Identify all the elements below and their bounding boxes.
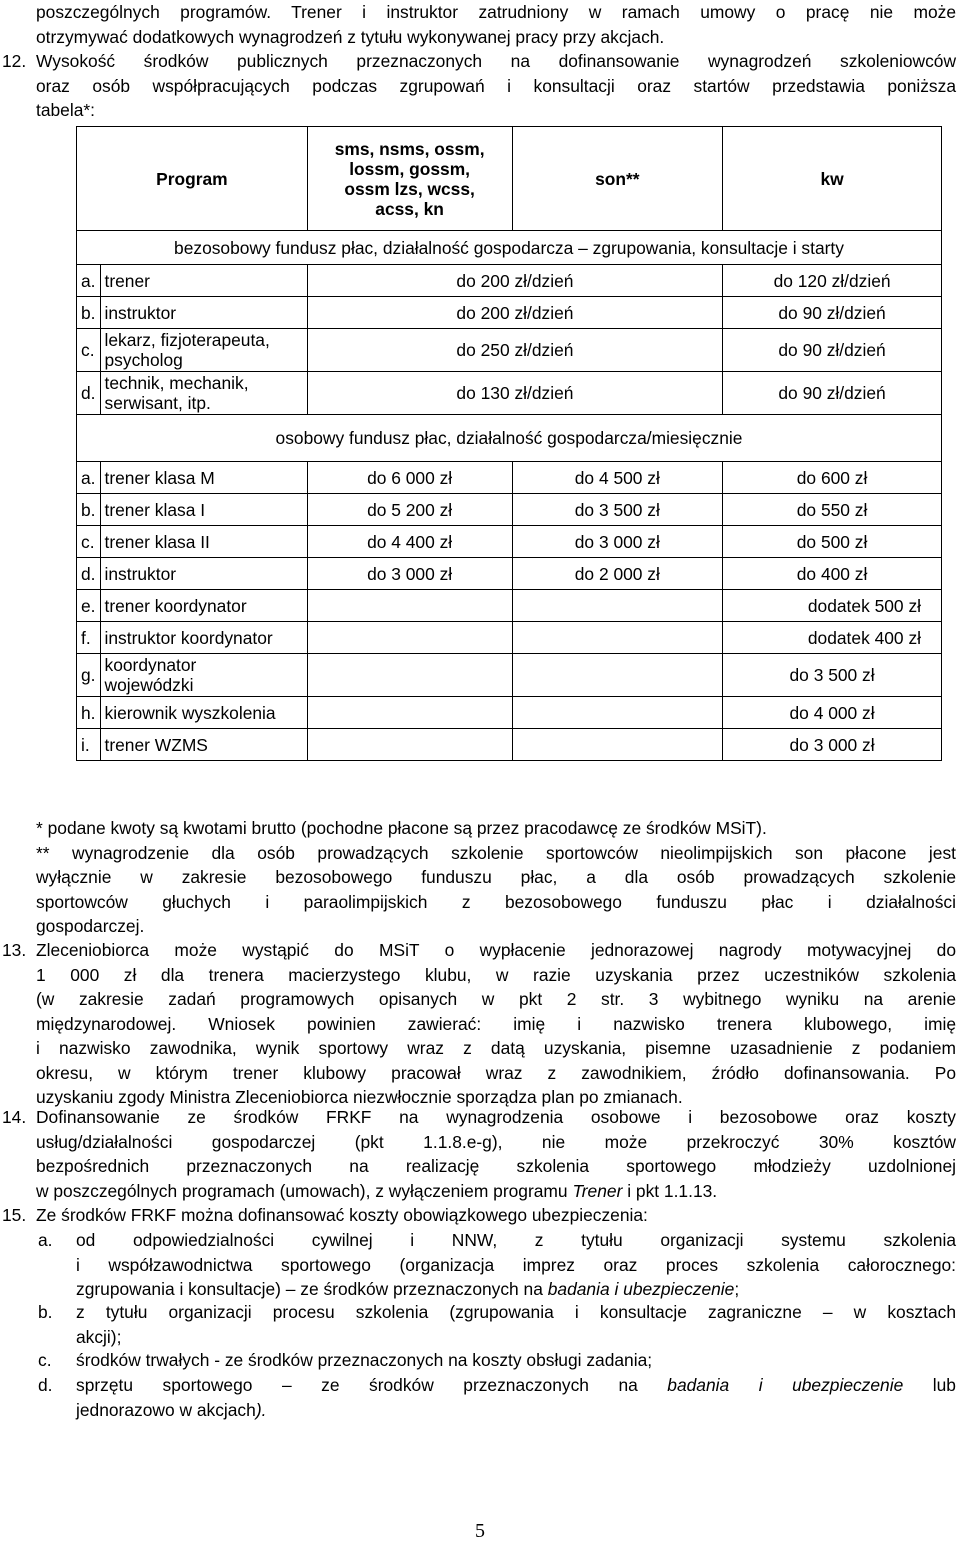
text-line: z tytułu organizacji procesu szkolenia (zgrupowania i konsultacje zagraniczne – w kosztach bbox=[76, 1302, 956, 1322]
text-segment: ). bbox=[255, 1399, 267, 1420]
text-line bbox=[76, 1373, 956, 1398]
row-role-line: koordynator bbox=[104, 655, 197, 675]
table-row bbox=[77, 590, 942, 622]
row-value: do 3 000 zł bbox=[512, 526, 723, 558]
text-line: usług/działalności gospodarczej (pkt 1.1.8.e-g), nie może przekroczyć 30% kosztów bbox=[36, 1131, 956, 1152]
note-line: gospodarczej. bbox=[36, 916, 145, 936]
row-role: trener WZMS bbox=[100, 729, 307, 761]
paragraph-number: 13. bbox=[2, 940, 27, 960]
row-value: do 500 zł bbox=[723, 526, 942, 558]
list-letter: c. bbox=[38, 1350, 52, 1370]
row-letter: b. bbox=[77, 297, 101, 329]
table-row bbox=[77, 494, 942, 526]
section-title: bezosobowy fundusz płac, działalność gospodarcza – zgrupowania, konsultacje i starty bbox=[77, 231, 942, 265]
row-role bbox=[100, 372, 307, 415]
table-row bbox=[77, 462, 942, 494]
row-role: instruktor koordynator bbox=[100, 622, 307, 654]
row-value: do 3 000 zł bbox=[307, 558, 512, 590]
row-value: dodatek 400 zł bbox=[723, 622, 942, 654]
row-letter: c. bbox=[77, 329, 101, 372]
row-role: instruktor bbox=[100, 558, 307, 590]
row-letter: d. bbox=[77, 558, 101, 590]
list-letter: b. bbox=[38, 1302, 53, 1322]
list-item-a bbox=[38, 1228, 956, 1302]
row-letter: a. bbox=[77, 265, 101, 297]
row-value: do 600 zł bbox=[723, 462, 942, 494]
table-row bbox=[77, 622, 942, 654]
note-line: sportowców głuchych i paraolimpijskich z bezosobowego funduszu płac i działalności bbox=[36, 891, 956, 912]
row-value: do 130 zł/dzień bbox=[307, 372, 722, 415]
row-role-line: lekarz, fizjoterapeuta, bbox=[104, 330, 270, 350]
text-segment: zgrupowania i konsultacje) – ze środków przeznaczonych na bbox=[76, 1279, 548, 1299]
list-letter: a. bbox=[38, 1230, 53, 1250]
section-row bbox=[77, 415, 942, 462]
list-item-b bbox=[38, 1300, 956, 1349]
paragraph-14 bbox=[2, 1105, 956, 1203]
table-row bbox=[77, 654, 942, 697]
text-line bbox=[76, 1277, 956, 1302]
row-value: do 3 500 zł bbox=[512, 494, 723, 526]
row-value: do 90 zł/dzień bbox=[723, 297, 942, 329]
header-sms-line: lossm, gossm, bbox=[349, 158, 471, 179]
text-line: i nazwisko zawodnika, wynik sportowy wraz z datą uzyskania, pisemne uzasadnienie z podaniem bbox=[36, 1038, 956, 1058]
text-line bbox=[36, 1179, 956, 1204]
row-letter: b. bbox=[77, 494, 101, 526]
row-role-line: wojewódzki bbox=[104, 675, 194, 695]
budget-line-name: badania i ubezpieczenie bbox=[667, 1375, 904, 1395]
row-value: do 2 000 zł bbox=[512, 558, 723, 590]
list-item-d bbox=[38, 1373, 956, 1422]
intro-paragraph bbox=[36, 0, 956, 49]
note-line: ** wynagrodzenie dla osób prowadzących szkolenie sportowców nieolimpijskich son płacone jest bbox=[36, 842, 956, 863]
section-row bbox=[77, 231, 942, 265]
row-value: do 3 500 zł bbox=[723, 654, 942, 697]
row-role-line: technik, mechanik, bbox=[104, 373, 249, 393]
table-row bbox=[77, 558, 942, 590]
list-letter: d. bbox=[38, 1375, 53, 1395]
row-value: do 200 zł/dzień bbox=[307, 297, 722, 329]
text-segment: lub bbox=[903, 1375, 956, 1395]
row-role: instruktor bbox=[100, 297, 307, 329]
empty-cell bbox=[512, 697, 723, 729]
row-value: do 3 000 zł bbox=[723, 729, 942, 761]
empty-cell bbox=[307, 622, 512, 654]
paragraph-13 bbox=[2, 938, 956, 1110]
page-number: 5 bbox=[475, 1520, 485, 1542]
paragraph-number: 12. bbox=[2, 51, 27, 71]
text-line: Dofinansowanie ze środków FRKF na wynagrodzenia osobowe i bezosobowe oraz koszty bbox=[36, 1107, 956, 1127]
header-sms bbox=[307, 127, 512, 231]
row-value: do 5 200 zł bbox=[307, 494, 512, 526]
budget-line-name: badania i ubezpieczenie bbox=[547, 1279, 735, 1299]
table-row bbox=[77, 297, 942, 329]
text-line: (w zakresie zadań programowych opisanych w pkt 2 str. 3 wybitnego wyniku na arenie bbox=[36, 989, 956, 1009]
text-line: Ze środków FRKF można dofinansować koszty obowiązkowego ubezpieczenia: bbox=[36, 1205, 648, 1225]
table-notes bbox=[36, 816, 956, 939]
row-role-line: psycholog bbox=[104, 350, 183, 370]
header-kw: kw bbox=[723, 127, 942, 231]
row-role bbox=[100, 654, 307, 697]
row-value: do 4 500 zł bbox=[512, 462, 723, 494]
row-value: do 6 000 zł bbox=[307, 462, 512, 494]
text-line: akcji); bbox=[76, 1326, 122, 1347]
empty-cell bbox=[512, 729, 723, 761]
row-role bbox=[100, 329, 307, 372]
table-row bbox=[77, 729, 942, 761]
program-name: Trener bbox=[572, 1180, 623, 1201]
text-line: bezpośrednich przeznaczonych na realizację szkolenia sportowego młodzieży uzdolnionej bbox=[36, 1156, 956, 1176]
table-row bbox=[77, 372, 942, 415]
row-value: do 400 zł bbox=[723, 558, 942, 590]
paragraph-15 bbox=[2, 1203, 956, 1228]
paragraph-number: 14. bbox=[2, 1107, 27, 1127]
funding-table bbox=[76, 126, 942, 761]
header-son: son** bbox=[512, 127, 723, 231]
paragraph-12 bbox=[2, 49, 956, 123]
row-letter: c. bbox=[77, 526, 101, 558]
text-segment: w poszczególnych programach (umowach), z wyłączeniem programu bbox=[36, 1180, 573, 1201]
text-line: i współzawodnictwa sportowego (organizacja imprez oraz proces szkolenia całorocznego: bbox=[76, 1254, 956, 1275]
empty-cell bbox=[512, 590, 723, 622]
text-line: międzynarodowej. Wniosek powinien zawierać: imię i nazwisko trenera klubowego, imię bbox=[36, 1013, 956, 1034]
header-sms-line: ossm lzs, wcss, bbox=[344, 178, 475, 199]
empty-cell bbox=[512, 654, 723, 697]
text-line: od odpowiedzialności cywilnej i NNW, z tytułu organizacji systemu szkolenia bbox=[76, 1230, 956, 1250]
row-value: dodatek 500 zł bbox=[723, 590, 942, 622]
list-item-c bbox=[38, 1348, 956, 1373]
row-value: do 120 zł/dzień bbox=[723, 265, 942, 297]
row-letter: d. bbox=[77, 372, 101, 415]
text-segment: ; bbox=[734, 1279, 740, 1299]
row-letter: e. bbox=[77, 590, 101, 622]
text-line: Wysokość środków publicznych przeznaczonych na dofinansowanie wynagrodzeń szkoleniowców bbox=[36, 51, 956, 71]
row-value: do 4 400 zł bbox=[307, 526, 512, 558]
empty-cell bbox=[307, 654, 512, 697]
text-line: oraz osób współpracujących podczas zgrupowań i konsultacji oraz startów przedstawia poniższa bbox=[36, 75, 956, 96]
row-letter: h. bbox=[77, 697, 101, 729]
table-header-row bbox=[77, 127, 942, 231]
empty-cell bbox=[307, 729, 512, 761]
header-program: Program bbox=[77, 127, 308, 231]
row-letter: f. bbox=[77, 622, 101, 654]
row-value: do 200 zł/dzień bbox=[307, 265, 722, 297]
empty-cell bbox=[512, 622, 723, 654]
text-segment: i pkt 1.1.13. bbox=[622, 1180, 718, 1201]
table-row bbox=[77, 697, 942, 729]
row-role: trener bbox=[100, 265, 307, 297]
text-line: uzyskaniu zgody Ministra Zleceniobiorca niezwłocznie sporządza plan po zmianach. bbox=[36, 1087, 683, 1107]
row-letter: i. bbox=[77, 729, 101, 761]
text-line: poszczególnych programów. Trener i instruktor zatrudniony w ramach umowy o pracę nie może bbox=[36, 2, 956, 22]
row-value: do 250 zł/dzień bbox=[307, 329, 722, 372]
text-line: okresu, w którym trener klubowy pracował wraz z zawodnikiem, źródło dofinansowania. Po bbox=[36, 1062, 956, 1083]
row-letter: a. bbox=[77, 462, 101, 494]
row-value: do 550 zł bbox=[723, 494, 942, 526]
empty-cell bbox=[307, 590, 512, 622]
row-role: trener klasa M bbox=[100, 462, 307, 494]
text-line: 1 000 zł dla trenera macierzystego klubu, w razie uzyskania przez uczestników szkolenia bbox=[36, 964, 956, 985]
table-row bbox=[77, 526, 942, 558]
empty-cell bbox=[307, 697, 512, 729]
text-line: tabela*: bbox=[36, 100, 95, 120]
section-title: osobowy fundusz płac, działalność gospodarcza/miesięcznie bbox=[77, 415, 942, 462]
text-segment: sprzętu sportowego – ze środków przeznaczonych na bbox=[76, 1375, 668, 1395]
text-line: Zleceniobiorca może wystąpić do MSiT o wypłacenie jednorazowej nagrody motywacyjnej do bbox=[36, 940, 956, 960]
header-sms-line: sms, nsms, ossm, bbox=[334, 138, 485, 159]
row-value: do 90 zł/dzień bbox=[723, 329, 942, 372]
table-row bbox=[77, 329, 942, 372]
text-line: środków trwałych - ze środków przeznaczonych na koszty obsługi zadania; bbox=[76, 1350, 653, 1370]
table-row bbox=[77, 265, 942, 297]
row-role: trener koordynator bbox=[100, 590, 307, 622]
row-letter: g. bbox=[77, 654, 101, 697]
row-role: trener klasa II bbox=[100, 526, 307, 558]
text-segment: jednorazowo w akcjach bbox=[76, 1399, 256, 1420]
row-value: do 90 zł/dzień bbox=[723, 372, 942, 415]
header-sms-line: acss, kn bbox=[375, 198, 444, 219]
row-role: kierownik wyszkolenia bbox=[100, 697, 307, 729]
note-line: * podane kwoty są kwotami brutto (pochodne płacone są przez pracodawcę ze środków MSiT). bbox=[36, 818, 767, 838]
text-line: otrzymywać dodatkowych wynagrodzeń z tytułu wykonywanej pracy przy akcjach. bbox=[36, 26, 665, 47]
row-role: trener klasa I bbox=[100, 494, 307, 526]
row-value: do 4 000 zł bbox=[723, 697, 942, 729]
row-role-line: serwisant, itp. bbox=[104, 393, 211, 413]
text-line bbox=[76, 1398, 956, 1423]
note-line: wyłącznie w zakresie bezosobowego funduszu płac, a dla osób prowadzących szkolenie bbox=[36, 867, 956, 887]
paragraph-number: 15. bbox=[2, 1205, 27, 1225]
